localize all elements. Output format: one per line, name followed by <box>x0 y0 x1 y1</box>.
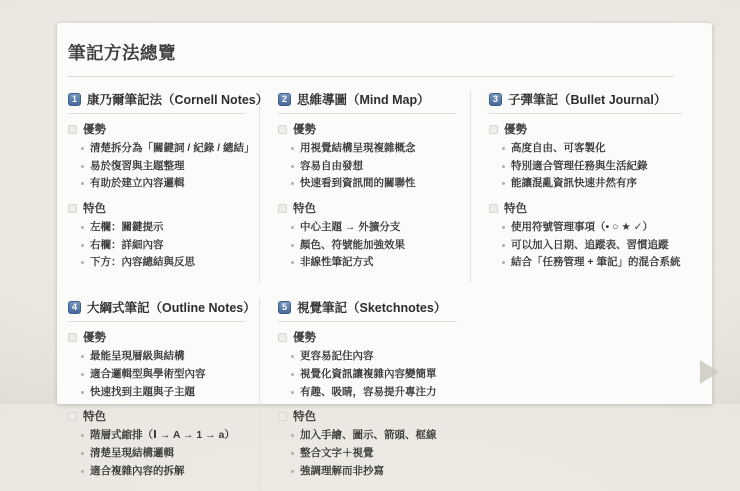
section-cornell-notes <box>63 90 269 283</box>
advantages-group <box>68 329 245 399</box>
list-item: 中心主題 → 外擴分支 <box>291 220 456 235</box>
bullet-dot-icon <box>291 355 294 358</box>
bullet-dot-icon <box>81 452 84 455</box>
features-group <box>68 408 245 478</box>
list-item: 整合文字＋視覺 <box>291 446 457 461</box>
features-group <box>278 200 456 270</box>
list-item: 易於復習與主題整理 <box>81 159 245 174</box>
advantages-list <box>81 349 245 399</box>
next-arrow-icon[interactable] <box>700 360 719 384</box>
group-label-row <box>68 121 245 137</box>
bullet-dot-icon <box>81 244 84 247</box>
bullet-dot-icon <box>291 434 294 437</box>
list-item: 高度自由、可客製化 <box>502 141 682 156</box>
bullet-dot-icon <box>81 391 84 394</box>
bullet-dot-icon <box>291 226 294 229</box>
features-list <box>502 220 682 270</box>
bullet-dot-icon <box>81 434 84 437</box>
advantages-list <box>291 349 457 399</box>
section-title: 思維導圖（Mind Map） <box>297 93 430 107</box>
features-list <box>81 220 245 270</box>
group-label-row <box>278 408 457 424</box>
list-item: 顏色、符號能加強效果 <box>291 238 456 253</box>
group-label-row <box>68 329 245 345</box>
bullet-dot-icon <box>291 147 294 150</box>
bullet-dot-icon <box>502 226 505 229</box>
bullet-dot-icon <box>81 182 84 185</box>
small-square-icon <box>68 204 77 213</box>
list-item: 有助於建立內容邏輯 <box>81 176 245 191</box>
group-label-row <box>278 200 456 216</box>
section-number-badge: 1 <box>68 93 81 106</box>
section-header <box>489 90 682 108</box>
list-item: 快速找到主題與子主題 <box>81 385 245 400</box>
section-number-badge: 4 <box>68 301 81 314</box>
advantages-group <box>278 329 457 399</box>
list-item: 最能呈現層級與結構 <box>81 349 245 364</box>
small-square-icon <box>278 125 287 134</box>
list-item: 適合邏輯型與學術型內容 <box>81 367 245 382</box>
bullet-dot-icon <box>81 373 84 376</box>
list-item: 強調理解而非抄寫 <box>291 464 457 479</box>
list-item: 階層式縮排（Ⅰ → A → 1 → a） <box>81 428 245 443</box>
bullet-dot-icon <box>291 452 294 455</box>
group-label-row <box>278 121 456 137</box>
list-item: 右欄：詳細內容 <box>81 238 245 253</box>
bullet-dot-icon <box>81 147 84 150</box>
bullet-dot-icon <box>291 391 294 394</box>
bullet-dot-icon <box>502 182 505 185</box>
group-label-row <box>278 329 457 345</box>
group-label: 特色 <box>83 203 106 216</box>
list-item: 適合複雜內容的拆解 <box>81 464 245 479</box>
list-item: 用視覺結構呈現複雜概念 <box>291 141 456 156</box>
bullet-dot-icon <box>291 470 294 473</box>
small-square-icon <box>489 125 498 134</box>
section-divider <box>278 113 456 114</box>
list-item: 結合「任務管理 + 筆記」的混合系統 <box>502 255 682 270</box>
bullet-dot-icon <box>81 226 84 229</box>
group-label: 優勢 <box>83 124 106 136</box>
bullet-dot-icon <box>291 261 294 264</box>
bullet-dot-icon <box>502 147 505 150</box>
group-label: 特色 <box>504 203 527 216</box>
section-number-badge: 2 <box>278 93 291 106</box>
bullet-dot-icon <box>502 261 505 264</box>
advantages-list <box>81 141 255 191</box>
bullet-dot-icon <box>81 470 84 473</box>
section-divider <box>278 321 457 322</box>
section-divider <box>68 321 245 322</box>
section-divider <box>489 113 682 114</box>
list-item: 能讓混亂資訊快速井然有序 <box>502 176 682 191</box>
bullet-dot-icon <box>291 182 294 185</box>
bullet-dot-icon <box>291 165 294 168</box>
bullet-dot-icon <box>291 244 294 247</box>
section-divider <box>68 113 245 114</box>
sections-row-1 <box>63 90 696 283</box>
bullet-dot-icon <box>502 244 505 247</box>
notes-overview-card <box>57 23 712 477</box>
group-label: 優勢 <box>83 332 106 345</box>
small-square-icon <box>278 204 287 213</box>
section-header <box>68 298 256 316</box>
group-label-row <box>489 121 682 137</box>
small-square-icon <box>68 412 77 421</box>
list-item: 清楚呈現結構邏輯 <box>81 446 245 461</box>
list-item: 可以加入日期、追蹤表、習慣追蹤 <box>502 238 682 253</box>
section-bullet-journal <box>471 90 696 283</box>
section-outline-notes <box>63 298 260 491</box>
section-header <box>278 298 457 316</box>
section-title: 視覺筆記（Sketchnotes） <box>297 301 447 316</box>
list-item: 清楚拆分為「關鍵詞 / 紀錄 / 總結」 <box>81 141 245 156</box>
features-list <box>291 428 457 478</box>
group-label: 優勢 <box>293 332 316 345</box>
group-label: 優勢 <box>293 124 316 136</box>
section-mind-map <box>260 90 471 283</box>
advantages-group <box>278 121 456 191</box>
list-item: 有趣、吸睛，容易提升專注力 <box>291 385 457 400</box>
bullet-dot-icon <box>81 355 84 358</box>
section-header <box>68 90 269 108</box>
advantages-list <box>502 141 682 191</box>
group-label: 特色 <box>293 203 316 216</box>
page-title: 筆記方法總覽 <box>68 43 176 63</box>
features-group <box>278 408 457 478</box>
list-item: 特別適合管理任務與生活紀錄 <box>502 159 682 174</box>
advantages-list <box>291 141 456 191</box>
group-label: 特色 <box>83 411 106 424</box>
list-item: 下方：內容總結與反思 <box>81 255 245 270</box>
section-number-badge: 5 <box>278 301 291 314</box>
section-title: 大綱式筆記（Outline Notes） <box>87 301 256 316</box>
advantages-group <box>68 121 255 191</box>
group-label-row <box>68 408 245 424</box>
sections-row-2 <box>63 298 696 491</box>
small-square-icon <box>68 125 77 134</box>
section-title: 康乃爾筆記法（Cornell Notes） <box>87 93 269 107</box>
bullet-dot-icon <box>291 373 294 376</box>
features-group <box>489 200 682 270</box>
group-label: 特色 <box>293 411 316 424</box>
small-square-icon <box>68 333 77 342</box>
small-square-icon <box>278 333 287 342</box>
features-list <box>291 220 456 270</box>
small-square-icon <box>278 412 287 421</box>
list-item: 左欄：關鍵提示 <box>81 220 245 235</box>
features-group <box>68 200 245 270</box>
list-item: 使用符號管理事項（• ○ ★ ✓） <box>502 220 682 235</box>
list-item: 更容易記住內容 <box>291 349 457 364</box>
features-list <box>81 428 245 478</box>
section-number-badge: 3 <box>489 93 502 106</box>
list-item: 視覺化資訊讓複雜內容變簡單 <box>291 367 457 382</box>
section-title: 子彈筆記（Bullet Journal） <box>508 93 667 107</box>
small-square-icon <box>489 204 498 213</box>
title-divider <box>68 76 674 77</box>
list-item: 非線性筆記方式 <box>291 255 456 270</box>
bullet-dot-icon <box>81 261 84 264</box>
advantages-group <box>489 121 682 191</box>
bullet-dot-icon <box>502 165 505 168</box>
section-sketchnotes <box>260 298 471 491</box>
group-label-row <box>489 200 682 216</box>
group-label-row <box>68 200 245 216</box>
list-item: 快速看到資訊間的關聯性 <box>291 176 456 191</box>
section-header <box>278 90 456 108</box>
list-item: 加入手繪、圖示、箭頭、框線 <box>291 428 457 443</box>
group-label: 優勢 <box>504 124 527 136</box>
bullet-dot-icon <box>81 165 84 168</box>
list-item: 容易自由發想 <box>291 159 456 174</box>
